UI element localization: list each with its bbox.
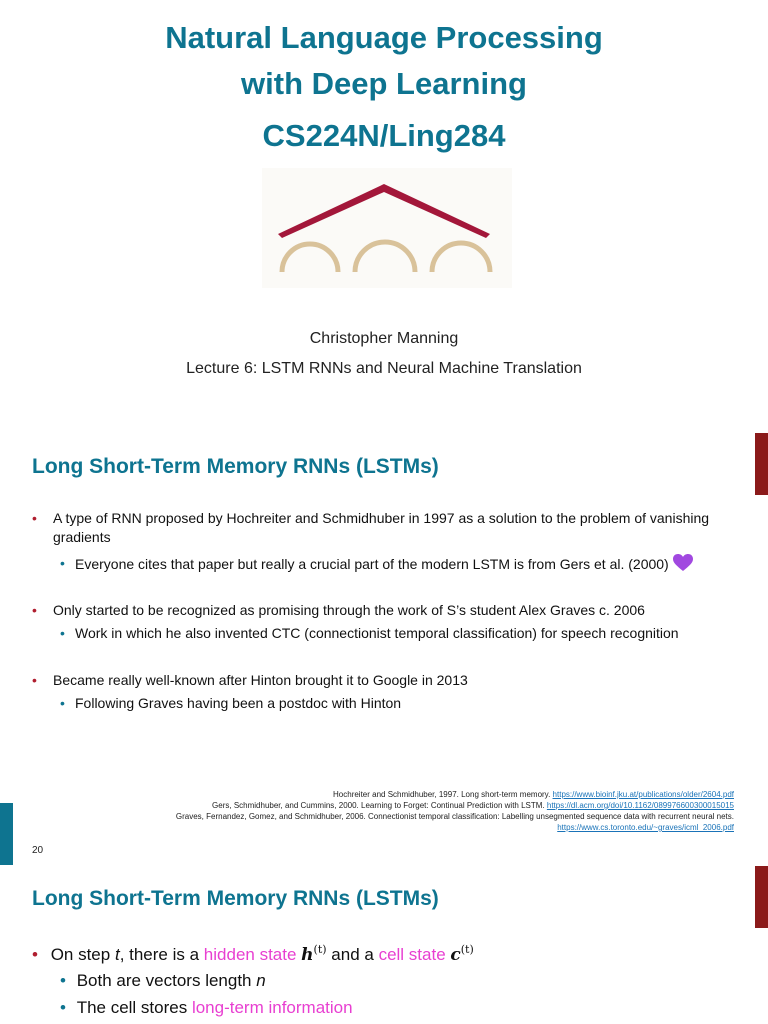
author-name: Christopher Manning <box>309 330 459 347</box>
cell-state-term: cell state <box>378 945 446 964</box>
reference-link[interactable]: https://dl.acm.org/doi/10.1162/089976600300015015 <box>546 801 734 810</box>
slide3-bullet-1: • On step t, there is a hidden state $h^{(t)}$ and a cell state $c^{(t)}$ <box>32 943 474 965</box>
bullet-dot: • <box>32 602 37 618</box>
reference-link[interactable]: https://www.cs.toronto.edu/~graves/icml_2006.pdf <box>557 823 734 832</box>
slide2-heading: Long Short-Term Memory RNNs (LSTMs) <box>32 455 439 478</box>
slide3-accent-bar <box>755 866 768 928</box>
slide3-heading: Long Short-Term Memory RNNs (LSTMs) <box>32 887 439 910</box>
lecture-title: Lecture 6: LSTM RNNs and Neural Machine Translation <box>186 360 582 377</box>
slide2-accent-bar <box>755 433 768 495</box>
long-term-info-term: long-term information <box>191 998 353 1017</box>
bullet-dot: • <box>32 672 37 688</box>
page-number: 20 <box>32 845 44 856</box>
bullet-text: A type of RNN proposed by Hochreiter and Schmidhuber in 1997 as a solution to the problem of vanishing gradients <box>53 510 710 545</box>
slide3-subbullet-1: • Both are vectors length n <box>60 971 266 990</box>
title-line-1: Natural Language Processing <box>165 20 603 55</box>
bullet-text: Became really well-known after Hinton brought it to Google in 2013 <box>53 672 468 688</box>
bullet-dot: • <box>32 945 38 964</box>
reference-2: Gers, Schmidhuber, and Cummins, 2000. Learning to Forget: Continual Prediction with LSTM. https://dl.acm.org/doi/10.1162/089976600300015015 <box>212 801 734 810</box>
reference-3: Graves, Fernandez, Gomez, and Schmidhuber, 2006. Connectionist temporal classification: Labelling unsegmented sequence data with recurrent neural nets. https://www.cs.toronto.edu/~graves/icml_2006.pdf <box>175 812 734 832</box>
sub-bullet-dot: • <box>60 625 65 641</box>
sub-bullet-text: Everyone cites that paper but really a crucial part of the modern LSTM is from Gers et al. (2000) <box>75 556 669 572</box>
hidden-state-term: hidden state <box>203 945 297 964</box>
sub-bullet-text: Work in which he also invented CTC (connectionist temporal classification) for speech recognition <box>75 625 679 641</box>
sub-bullet-dot: • <box>60 998 66 1017</box>
course-title <box>0 15 768 159</box>
reference-link[interactable]: https://www.bioinf.jku.at/publications/older/2604.pdf <box>552 790 734 799</box>
slide2-bullet-1 <box>32 509 732 549</box>
purple-heart-icon <box>673 554 693 572</box>
slide2-page-accent <box>0 803 13 865</box>
title-line-3: CS224N/Ling284 <box>262 118 506 153</box>
sub-bullet-dot: • <box>60 695 65 711</box>
reference-1: Hochreiter and Schmidhuber, 1997. Long short-term memory. https://www.bioinf.jku.at/publications/older/2604.pdf <box>333 790 734 799</box>
title-line-2: with Deep Learning <box>241 66 527 101</box>
sub-bullet-dot: • <box>60 555 65 571</box>
bullet-dot: • <box>32 510 37 526</box>
sub-bullet-text: Following Graves having been a postdoc with Hinton <box>75 695 402 711</box>
bullet-text: Only started to be recognized as promising through the work of S’s student Alex Graves c. 2006 <box>53 602 645 618</box>
references <box>54 789 734 833</box>
stanford-roof-logo <box>262 168 512 288</box>
slide3-subbullet-2: • The cell stores long-term information <box>60 998 353 1017</box>
sub-bullet-dot: • <box>60 971 66 990</box>
